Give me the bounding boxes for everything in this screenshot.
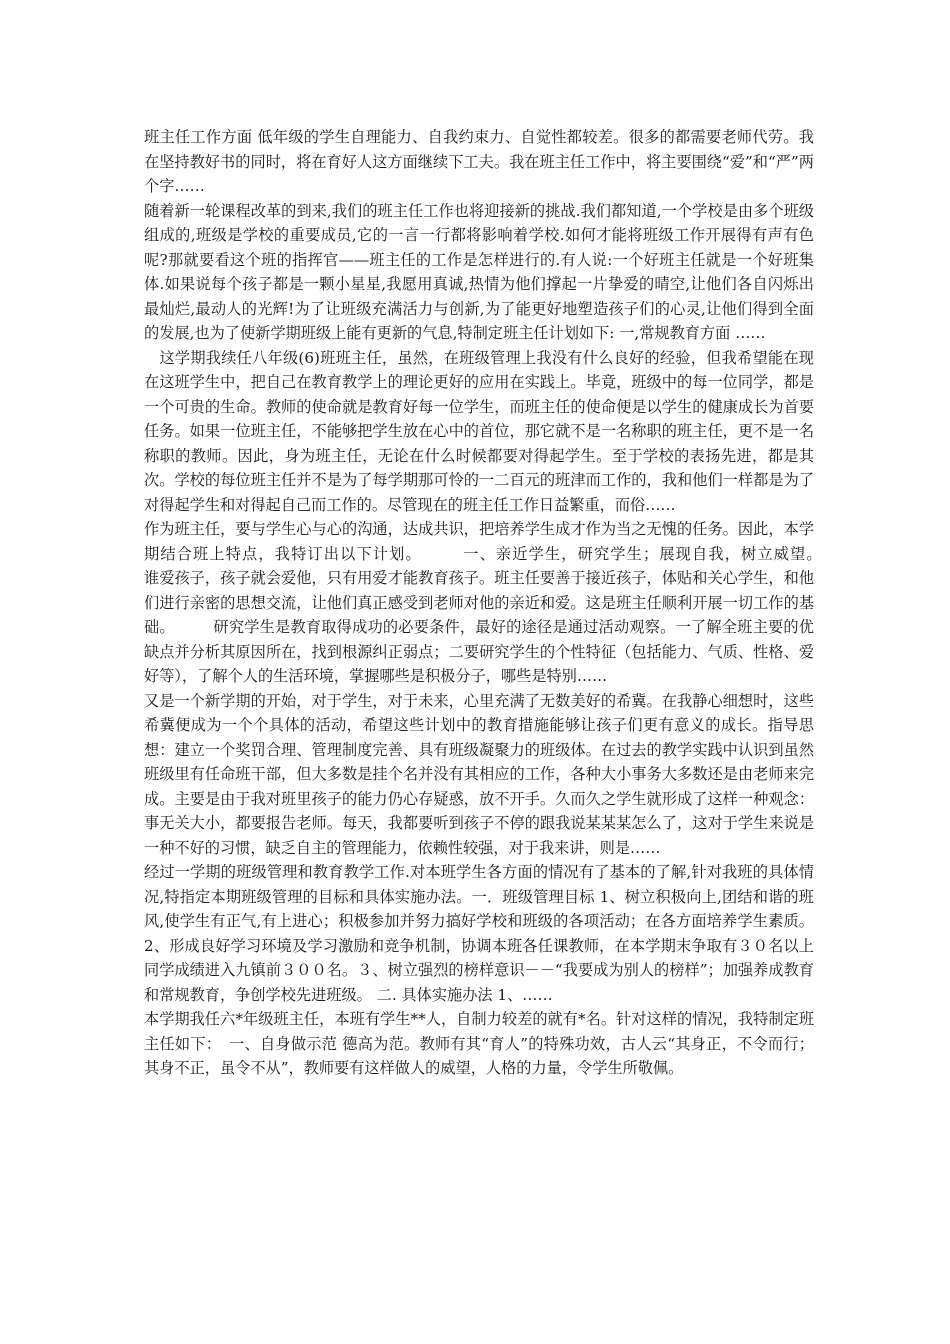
document-body	[144, 125, 860, 1081]
paragraph-grade-six-plan: 本学期我任六*年级班主任，本班有学生**人，自制力较差的就有*名。针对这样的情况，我特制定班主任如下： 一、自身做示范 德高为范。教师有其“育人”的特殊功效，古人云“其身正，不令而行；其身不正，虽令不从”，教师要有这样做人的威望，人格的力量，令学生所敬佩。	[144, 1010, 814, 1077]
paragraph-new-semester-hopes: 又是一个新学期的开始，对于学生，对于未来，心里充满了无数美好的希冀。在我静心细想时，这些希冀便成为一个个具体的活动，希望这些计划中的教育措施能够让孩子们更有意义的成长。指导思想：建立一个奖罚合理、管理制度完善、具有班级凝聚力的班级体。在过去的教学实践中认识到虽然班级里有任命班干部，但大多数是挂个名并没有其相应的工作，各种大小事务大多数还是由老师来完成。主要是由于我对班里孩子的能力仍心存疑惑，放不开手。久而久之学生就形成了这样一种观念：事无关大小，都要报告老师。每天，我都要听到孩子不停的跟我说某某某怎么了，这对于学生来说是一种不好的习惯，缺乏自主的管理能力，依赖性较强，对于我来讲，则是……	[144, 691, 814, 857]
paragraph-curriculum-reform: 随着新一轮课程改革的到来,我们的班主任工作也将迎接新的挑战.我们都知道,一个学校是由多个班级组成的,班级是学校的重要成员,它的一言一行都将影响着学校.如何才能将班级工作开展得有声有色呢?那就要看这个班的指挥官——班主任的工作是怎样进行的.有人说:一个好班主任就是一个好班集体.如果说每个孩子都是一颗小星星,我愿用真诚,热情为他们撑起一片挚爱的晴空,让他们各自闪烁出最灿烂,最动人的光辉!为了让班级充满活力与创新,为了能更好地塑造孩子们的心灵,让他们得到全面的发展,也为了使新学期班级上能有更新的气息,特制定班主任计划如下: 一,常规教育方面 ……	[144, 201, 814, 342]
paragraph-communication-plan: 作为班主任，要与学生心与心的沟通，达成共识，把培养学生成才作为当之无愧的任务。因此，本学期结合班上特点，我特订出以下计划。 一、亲近学生，研究学生；展现自我，树立威望。 谁爱孩子，孩子就会爱他，只有用爱才能教育孩子。班主任要善于接近孩子，体贴和关心学生，和他们进行亲密的思想交流，让他们真正感受到老师对他的亲近和爱。这是班主任顺利开展一切工作的基础。 研究学生是教育取得成功的必要条件，最好的途径是通过活动观察。一了解全班主要的优缺点并分析其原因所在，找到根源纠正弱点；二要研究学生的个性特征（包括能力、气质、性格、爱好等），了解个人的生活环境，掌握哪些是积极分子，哪些是特别……	[144, 520, 860, 685]
paragraph-class-teacher-low-grade: 班主任工作方面 低年级的学生自理能力、自我约束力、自觉性都较差。很多的都需要老师代劳。我在坚持教好书的同时，将在育好人这方面继续下工夫。我在班主任工作中，将主要围绕“爱”和“严”两个字……	[144, 128, 814, 195]
paragraph-grade-eight-class-six: 这学期我续任八年级(6)班班主任，虽然，在班级管理上我没有什么良好的经验，但我希望能在现在这班学生中，把自己在教育教学上的理论更好的应用在实践上。毕竟，班级中的每一位同学，都是一个可贵的生命。教师的使命就是教育好每一位学生，而班主任的使命便是以学生的健康成长为首要任务。如果一位班主任，不能够把学生放在心中的首位，那它就不是一名称职的班主任，更不是一名称职的教师。因此，身为班主任，无论在什么时候都要对得起学生。至于学校的表扬先进，都是其次。学校的每位班主任并不是为了每学期那可怜的一二百元的班津而工作的，我和他们一样都是为了对得起学生和对得起自己而工作的。尽管现在的班主任工作日益繁重，而俗……	[144, 348, 814, 514]
paragraph-class-management-goals: 经过一学期的班级管理和教育教学工作.对本班学生各方面的情况有了基本的了解,针对我班的具体情况,特指定本期班级管理的目标和具体实施办法。一．班级管理目标 1、树立积极向上,团结和谐的班风,使学生有正气,有上进心；积极参加并努力搞好学校和班级的各项活动；在各方面培养学生素质。2、形成良好学习环境及学习激励和竞争机制，协调本班各任课教师，在本学期末争取有３０名以上同学成绩进入九镇前３００名。３、树立强烈的榜样意识－－“我要成为别人的榜样”；加强养成教育和常规教育，争创学校先进班级。 二. 具体实施办法 1、……	[144, 863, 814, 1004]
